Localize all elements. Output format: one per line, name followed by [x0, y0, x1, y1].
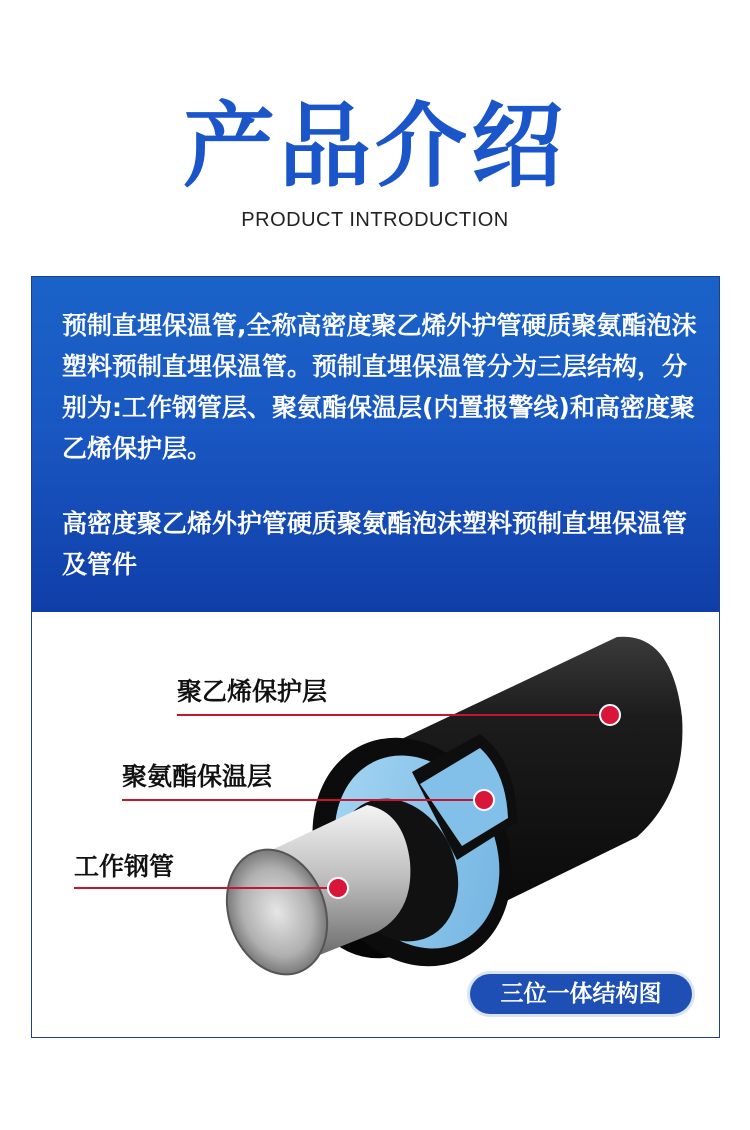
- diagram-caption-badge: 三位一体结构图: [470, 974, 692, 1014]
- inner-marker-dot: [328, 878, 348, 898]
- label-steel-pipe: 工作钢管: [74, 852, 175, 881]
- structure-diagram: [32, 612, 719, 1038]
- product-name-paragraph: 高密度聚乙烯外护管硬质聚氨酯泡沫塑料预制直埋保温管及管件: [62, 509, 688, 579]
- intro-paragraph: 预制直埋保温管,全称高密度聚乙烯外护管硬质聚氨酯泡沫塑料预制直埋保温管。预制直埋保温管分为三层结构，分别为:工作钢管层、聚氨酯保温层(内置报警线)和高密度聚乙烯保护层。: [62, 311, 697, 463]
- middle-marker-dot: [474, 790, 494, 810]
- page-title: 产品介绍: [182, 93, 567, 200]
- page-subtitle: PRODUCT INTRODUCTION: [241, 209, 509, 231]
- outer-marker-dot: [600, 705, 620, 725]
- content-panel: [31, 276, 720, 1038]
- intro-section: [32, 277, 719, 612]
- label-outer-layer: 聚乙烯保护层: [177, 677, 328, 706]
- label-insulation-layer: 聚氨酯保温层: [122, 762, 273, 791]
